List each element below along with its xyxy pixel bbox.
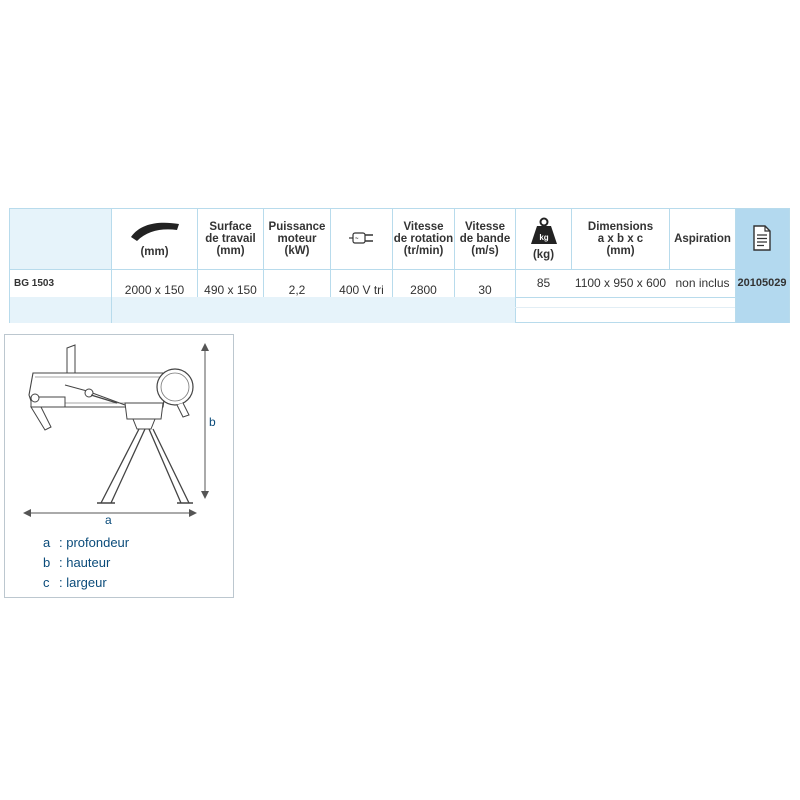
aspiration-value: non inclus [675, 276, 730, 290]
header-weight: kg (kg) [516, 209, 571, 269]
header-corner-cell [10, 209, 111, 269]
weight-value: 85 [536, 276, 551, 290]
document-icon [752, 225, 772, 254]
belt-speed-value: 30 [478, 283, 492, 297]
header-belt: (mm) [112, 209, 197, 269]
header-power: Puissance moteur (kW) [268, 221, 326, 257]
abrasive-belt-icon [129, 221, 181, 244]
legend-item-a: a : profondeur [43, 535, 130, 550]
dimension-a-label: a [105, 513, 112, 527]
header-surface: Surface de travail (mm) [205, 221, 256, 257]
belt-value: 2000 x 150 [124, 283, 185, 297]
weight-kg-icon [529, 217, 559, 248]
model-name: BG 1503 [14, 278, 55, 289]
reference-value: 20105029 [737, 277, 787, 289]
header-reference [735, 209, 789, 269]
power-value: 2,2 [288, 283, 306, 297]
header-plug [331, 209, 392, 269]
rotation-value: 2800 [410, 283, 437, 297]
header-rotation: Vitesse de rotation (tr/min) [393, 221, 454, 257]
svg-text:~: ~ [354, 236, 359, 242]
empty-row-left [10, 297, 515, 323]
legend-item-b: b : hauteur [43, 555, 111, 570]
power-plug-icon [347, 230, 377, 249]
header-aspiration: Aspiration [674, 233, 731, 245]
dimension-b-label: b [209, 415, 216, 429]
dimensions-value: 1100 x 950 x 600 [574, 276, 667, 290]
header-belt-speed: Vitesse de bande (m/s) [459, 221, 511, 257]
header-dimensions: Dimensions a x b x c (mm) [587, 221, 654, 257]
legend-item-c: c : largeur [43, 575, 107, 590]
plug-value: 400 V tri [339, 283, 384, 297]
surface-value: 490 x 150 [204, 283, 257, 297]
belt-grinder-drawing [5, 335, 233, 597]
spec-table [9, 208, 790, 323]
svg-text:kg: kg [538, 233, 549, 242]
machine-diagram-box [4, 334, 234, 598]
